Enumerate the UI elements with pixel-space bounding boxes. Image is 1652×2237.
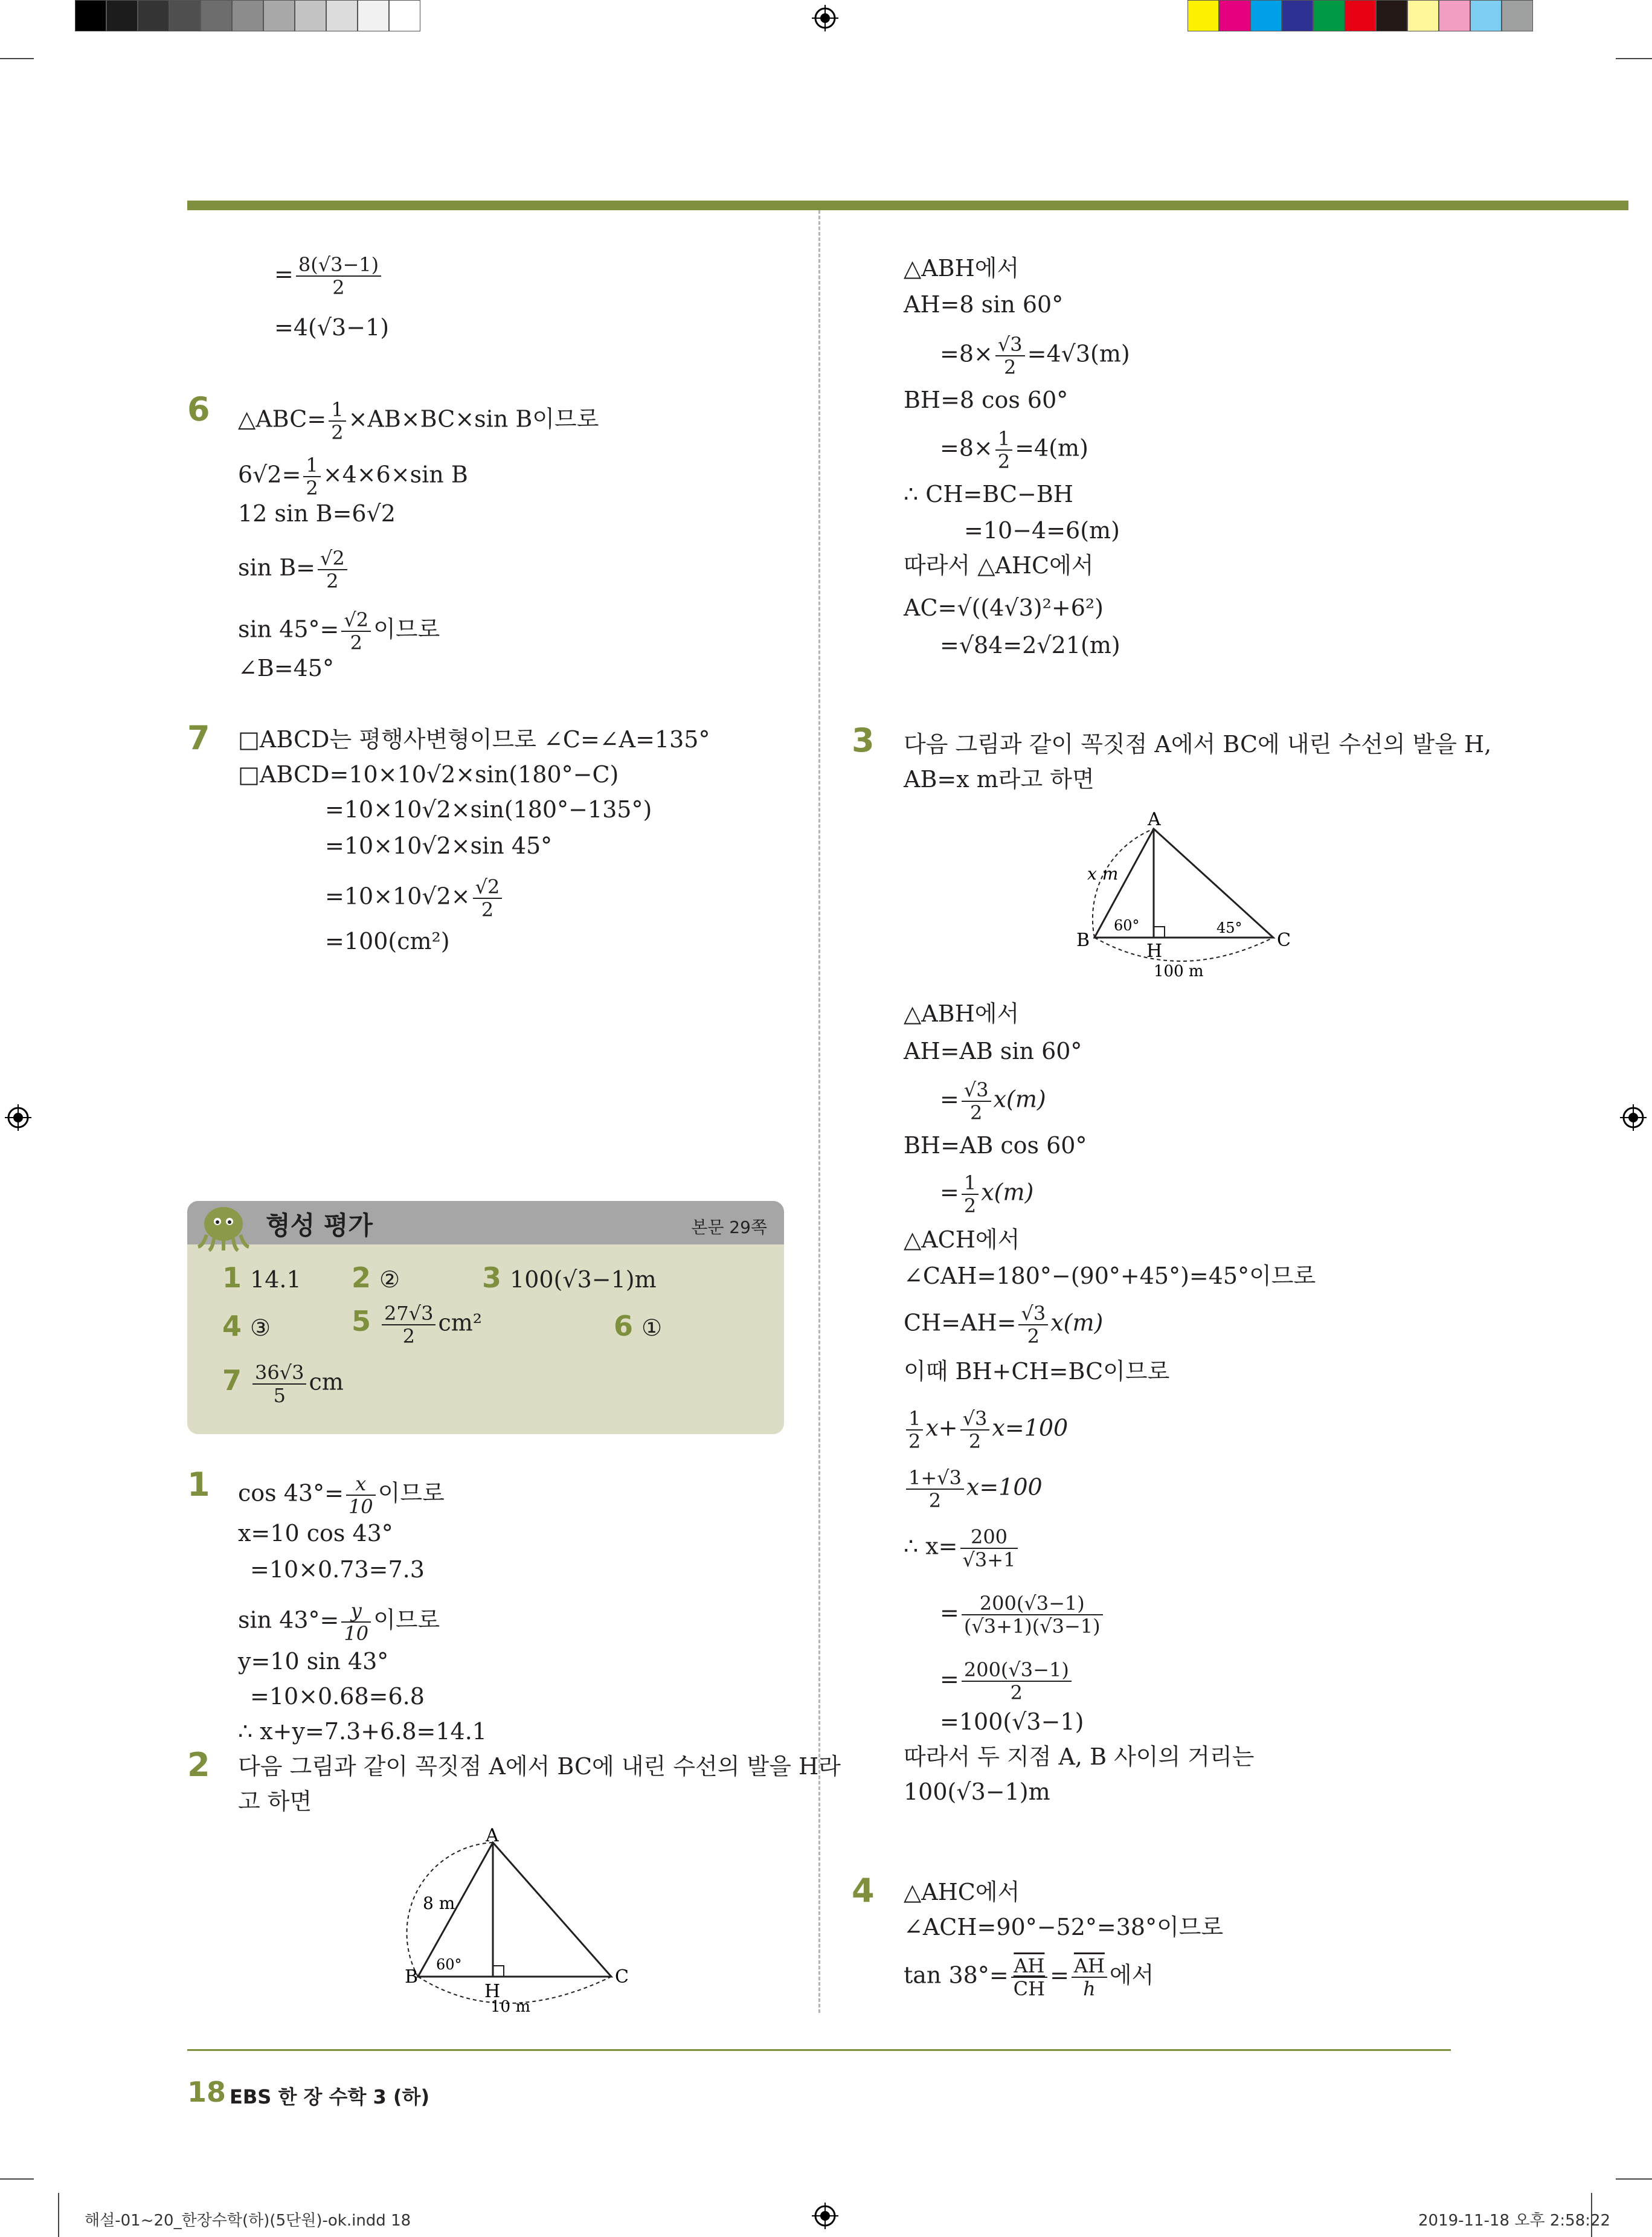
frac-num: √3 [962,1079,991,1102]
math-line: y=10 sin 43° [238,1648,389,1675]
crop-mark [0,2178,34,2180]
frac-den: 2 [968,1430,982,1453]
frac-den: √3+1 [962,1548,1016,1571]
math-line [940,1079,1046,1124]
file-slug: 해설-01~20_한장수학(하)(5단원)-ok.indd 18 [85,2212,411,2230]
frac-num: 200(√3−1) [962,1659,1072,1682]
swatch [326,0,358,31]
frac-den: 2 [350,631,362,654]
problem-number: 3 [852,721,875,759]
answer-num: 7 [222,1363,242,1397]
frac-den: 2 [402,1325,415,1348]
math-line [238,399,599,443]
registration-mark-icon [812,5,838,31]
math-line: 따라서 △AHC에서 [904,552,1094,579]
text: x(m) [1050,1309,1104,1336]
frac-num: 1 [303,454,320,477]
text: 이므로 [373,1606,440,1633]
swatch [1219,0,1250,31]
text: x=100 [966,1473,1043,1501]
math-line [940,1172,1033,1217]
swatch [263,0,295,31]
label-b: B [1076,930,1090,951]
frac-num: 1+√3 [906,1467,964,1490]
math-line: 이때 BH+CH=BC이므로 [904,1358,1170,1385]
text: x=100 [992,1414,1069,1441]
triangle-figure-3 [1069,803,1299,985]
math-line [238,1473,445,1518]
math-line: ∠ACH=90°−52°=38°이므로 [904,1914,1224,1940]
frac-num: y [341,1600,371,1623]
swatch [169,0,201,31]
triangle-figure-2 [387,1824,640,2018]
answer-value: ① [641,1315,663,1341]
answer-item [222,1261,301,1294]
text: tan 38°= [904,1962,1009,1989]
frac-den: 5 [273,1384,286,1407]
frac-num: $\overline{AH}$ [1011,1955,1047,1978]
math-line: BH=8 cos 60° [904,387,1069,413]
frac-num: 1 [962,1172,979,1195]
text: =10×10√2× [325,883,471,910]
assessment-title: 형성 평가 [266,1211,373,1240]
math-line [940,428,1088,472]
text: 이므로 [378,1479,445,1507]
label-angle-c: 45° [1217,919,1242,936]
text: cos 43°= [238,1479,344,1507]
text-line: 다음 그림과 같이 꼭짓점 A에서 BC에 내린 수선의 발을 H라 [238,1753,841,1780]
text: =8× [940,340,993,367]
frac-den: 10 [348,1495,373,1518]
text: 에서 [1109,1962,1154,1989]
text: x(m) [993,1086,1046,1113]
problem-number: 6 [187,390,210,428]
frac-den: CH [1013,1977,1046,2000]
frac-num: 27√3 [382,1302,435,1325]
print-timestamp: 2019-11-18 오후 2:58:22 [1418,2212,1611,2230]
frac-den: 2 [481,898,494,921]
label-b: B [405,1966,419,1988]
text: = [940,1086,959,1113]
math-line: △ACH에서 [904,1226,1020,1253]
text: x+ [925,1414,958,1441]
math-line: = $\frac{200(√3-1)}{(√3+1)(√3-1)}$ [940,1592,1105,1637]
swatch [1188,0,1219,31]
math-line: AC=√((4√3)²+6²) [904,594,1104,621]
math-line [940,333,1130,378]
problem-number: 4 [852,1872,875,1910]
frac-num: √2 [318,547,347,570]
swatch [1376,0,1407,31]
label-base: 100 m [1154,962,1204,980]
swatch [1313,0,1345,31]
answer-num: 4 [222,1310,242,1342]
registration-mark-icon [812,2203,838,2229]
math-line [238,454,468,499]
frac-num: x [346,1473,376,1496]
problem-number: 1 [187,1466,210,1504]
swatch [389,0,420,31]
frac-den: 2 [970,1101,983,1124]
math-line [904,1302,1103,1347]
swatch [358,0,389,31]
grayscale-bar [75,0,420,34]
math-line [325,876,504,921]
math-line: □ABCD는 평행사변형이므로 ∠C=∠A=135° [238,726,710,753]
math-line: =10×0.68=6.8 [250,1683,425,1710]
frac-num: 36√3 [252,1362,306,1385]
frac-num: 1 [906,1408,923,1431]
math-line [904,1408,1068,1452]
math-line: △ABH에서 [904,255,1020,282]
frac-num: 1 [995,428,1012,451]
math-line: ∠CAH=180°−(90°+45°)=45°이므로 [904,1263,1316,1289]
frac-den: 10 [344,1622,369,1645]
problem-number: 7 [187,719,210,757]
math-line: =10−4=6(m) [964,517,1120,544]
math-line: x=10 cos 43° [238,1520,393,1547]
label-base: 10 m [490,1998,531,2016]
math-line: =10×10√2×sin(180°−135°) [325,796,652,823]
math-line [238,1600,440,1644]
math-line: ∴ x+y=7.3+6.8=14.1 [238,1718,487,1745]
frac-num: 1 [329,399,346,422]
frac-den: 2 [1004,356,1017,379]
text-line: 따라서 두 지점 A, B 사이의 거리는 [904,1743,1255,1770]
crop-mark [0,58,34,59]
answer-unit: cm² [438,1309,483,1336]
page-reference: 본문 29쪽 [691,1217,767,1237]
frac-num: √2 [473,876,503,899]
label-angle-b: 60° [1114,917,1140,934]
answer-num: 6 [614,1310,634,1342]
text: =4(m) [1015,434,1088,462]
frac-den: 2 [1027,1325,1040,1348]
assessment-box [187,1201,784,1434]
swatch [232,0,263,31]
math-line: =100(cm²) [325,928,450,954]
math-line: △AHC에서 [904,1879,1020,1905]
frac-den: 2 [326,570,339,593]
text: =4√3(m) [1027,340,1130,367]
label-c: C [1277,930,1291,951]
answer-value: ② [379,1266,400,1293]
frac-den: 2 [997,450,1011,473]
answer-num: 3 [482,1261,502,1294]
frac-den: 2 [331,421,344,444]
text: = [1050,1962,1069,1989]
math-line [238,547,350,592]
swatch [1439,0,1470,31]
text: =8× [940,434,993,462]
answer-item [222,1362,344,1406]
answer-value: 100(√3−1)m [510,1266,657,1293]
text: 6√2= [238,461,301,488]
header-rule [187,201,1628,210]
frac-den: (√3+1)(√3−1) [963,1615,1101,1638]
math-line: BH=AB cos 60° [904,1132,1087,1159]
page-number: 18 [187,2076,227,2108]
frac-den: 2 [332,276,345,299]
text: ×4×6×sin B [323,461,468,488]
math-line: 12 sin B=6√2 [238,500,396,527]
frac-num: 200(√3−1) [962,1592,1103,1615]
answer-item [352,1302,482,1347]
answer-item [482,1261,657,1294]
label-side: x m [1087,864,1119,884]
column-divider [818,210,820,2013]
math-line [904,1955,1154,2000]
text: sin 45°= [238,616,339,643]
text: sin 43°= [238,1606,339,1633]
swatch [201,0,232,31]
frac-den: 2 [963,1194,977,1217]
answer-unit: cm [309,1368,344,1395]
text-line: 고 하면 [238,1788,312,1815]
text: sin B= [238,554,315,581]
math-line: AH=8 sin 60° [904,291,1064,318]
frac-den: 2 [1010,1681,1023,1704]
math-line: =√84=2√21(m) [940,632,1120,658]
color-bar [1188,0,1533,34]
label-side: 8 m [423,1893,455,1913]
registration-mark-icon [1620,1104,1647,1131]
text: 이므로 [373,616,440,643]
problem-number: 2 [187,1746,210,1784]
registration-mark-icon [5,1104,31,1131]
answer-item [222,1310,271,1342]
crop-mark [1616,58,1652,59]
answer-num: 5 [352,1304,371,1337]
label-angle: 60° [436,1956,462,1973]
assessment-header [187,1201,784,1244]
swatch [138,0,169,31]
text-line: 다음 그림과 같이 꼭짓점 A에서 BC에 내린 수선의 발을 H, [904,731,1492,758]
swatch [1345,0,1376,31]
frac-num: √3 [960,1408,990,1431]
label-h: H [1146,941,1163,962]
math-line [904,1467,1043,1511]
frac-num: $\overline{AH}$ [1072,1955,1107,1978]
math-line: =100(√3−1) [940,1708,1084,1735]
label-c: C [615,1966,629,1988]
swatch [75,0,106,31]
text: ∴ x= [904,1533,958,1560]
math-line: AH=AB sin 60° [904,1038,1082,1064]
math-line: =10×0.73=7.3 [250,1556,425,1583]
book-title: EBS 한 장 수학 3 (하) [230,2085,430,2108]
label-a: A [1148,809,1161,830]
swatch [1282,0,1313,31]
octopus-mascot-icon [193,1203,254,1252]
answer-item [614,1310,662,1342]
crop-mark [1616,2178,1652,2180]
math-line: 100(√3−1)m [904,1778,1050,1805]
math-line [238,609,440,654]
label-a: A [486,1825,499,1846]
frac-den: 2 [928,1489,942,1512]
math-line: = $\frac{200(√3-1)}{2}$ [940,1659,1074,1704]
answer-num: 2 [352,1261,371,1294]
label-h: H [484,1981,501,2002]
frac-den: h [1083,1977,1096,2000]
swatch [1470,0,1502,31]
footer-rule [187,2049,1451,2051]
swatch [1407,0,1439,31]
answer-item [352,1261,400,1294]
text: x(m) [981,1179,1034,1206]
answer-value: 14.1 [250,1266,301,1293]
swatch [1502,0,1533,31]
swatch [295,0,326,31]
math-line: ∠B=45° [238,655,334,681]
frac-num: 200 [960,1526,1018,1549]
math-line: △ABH에서 [904,1000,1020,1027]
swatch [106,0,138,31]
answer-value: ③ [250,1315,271,1341]
text: = [940,1179,959,1206]
frac-den: 2 [306,477,318,500]
text: ×AB×BC×sin B이므로 [348,405,599,433]
math-line: =4(√3−1) [274,314,390,341]
math-line: =10×10√2×sin 45° [325,832,553,859]
text-line: AB=x m라고 하면 [904,766,1094,793]
answer-num: 1 [222,1261,242,1294]
text: CH=AH= [904,1309,1017,1336]
math-line [904,1526,1020,1571]
math-line: ∴ CH=BC−BH [904,481,1073,507]
text: △ABC= [238,405,327,433]
math-line: = $\frac{8(√3-1)}{2}$ [274,254,384,298]
math-line: □ABCD=10×10√2×sin(180°−C) [238,761,619,788]
frac-den: 2 [908,1430,921,1453]
frac-num: 8(√3−1) [296,254,381,277]
frac-num: √3 [995,333,1025,356]
swatch [1250,0,1282,31]
crop-mark [58,2193,59,2237]
frac-num: √3 [1018,1302,1048,1325]
frac-num: √2 [341,609,371,632]
